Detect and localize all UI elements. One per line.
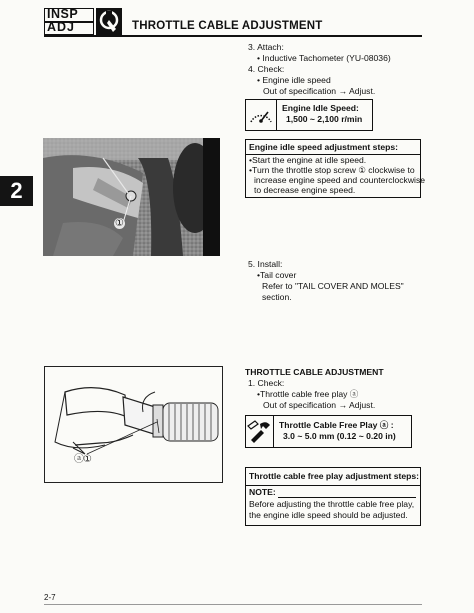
idle-speed-spec-value: 1,500 ~ 2,100 r/min [286, 114, 363, 124]
step-refer-line1: Refer to "TAIL COVER AND MOLES" [262, 281, 404, 291]
step-cable-check-item: •Throttle cable free play ⓐ [257, 389, 359, 399]
callout-1: ① [115, 218, 124, 229]
idle-steps-line1: •Start the engine at idle speed. [249, 155, 367, 165]
step-refer-line2: section. [262, 292, 292, 302]
cable-freeplay-spec-value: 3.0 ~ 5.0 mm (0.12 ~ 0.20 in) [283, 431, 396, 441]
step-install-label: 5. Install: [248, 259, 283, 269]
badge-insp-text: INSP [47, 7, 79, 21]
cable-steps-title: Throttle cable free play adjustment steps: [249, 471, 420, 481]
throttle-stop-screw-photo [43, 138, 220, 256]
step-check-out: Out of specification → Adjust. [263, 86, 376, 96]
idle-speed-spec-label: Engine Idle Speed: [282, 103, 359, 113]
note-line1: Before adjusting the throttle cable free play, [249, 499, 415, 509]
step-cable-check-out: Out of specification → Adjust. [263, 400, 376, 410]
section-title-cable: THROTTLE CABLE ADJUSTMENT [245, 367, 384, 377]
idle-adjustment-steps-box [245, 139, 426, 198]
wrench-icon [96, 8, 122, 35]
header-rule [44, 35, 422, 37]
note-line2: the engine idle speed should be adjusted. [249, 510, 408, 520]
tachometer-icon [246, 100, 277, 130]
footer-rule [44, 604, 422, 605]
step-check-label: 4. Check: [248, 64, 285, 74]
throttle-grip-diagram [44, 366, 223, 483]
badge-adj-text: ADJ [47, 20, 76, 34]
idle-steps-line3: increase engine speed and counterclockwise [254, 175, 426, 185]
inspection-adjustment-badge [44, 8, 122, 35]
chapter-tab: 2 [0, 176, 33, 206]
page-number: 2-7 [44, 593, 56, 602]
step-attach-item: • Inductive Tachometer (YU-08036) [257, 53, 391, 63]
step-cable-check-label: 1. Check: [248, 378, 285, 388]
step-check-item: • Engine idle speed [257, 75, 331, 85]
cable-freeplay-spec-box [245, 415, 412, 448]
cable-freeplay-spec-label: Throttle Cable Free Play ⓐ : [279, 420, 394, 430]
idle-speed-spec-box [245, 99, 373, 131]
idle-steps-line2: •Turn the throttle stop screw ① clockwise to [249, 165, 415, 175]
idle-steps-title: Engine idle speed adjustment steps: [249, 142, 398, 152]
step-attach-label: 3. Attach: [248, 42, 284, 52]
note-label: NOTE: [249, 487, 276, 497]
callout-a-1: ⓐ① [74, 454, 91, 465]
step-install-item: •Tail cover [257, 270, 297, 280]
idle-steps-line4: to decrease engine speed. [254, 185, 356, 195]
page-title: THROTTLE CABLE ADJUSTMENT [132, 20, 323, 32]
cable-adjustment-steps-box [245, 467, 421, 526]
wrench-spec-icon [246, 416, 274, 447]
